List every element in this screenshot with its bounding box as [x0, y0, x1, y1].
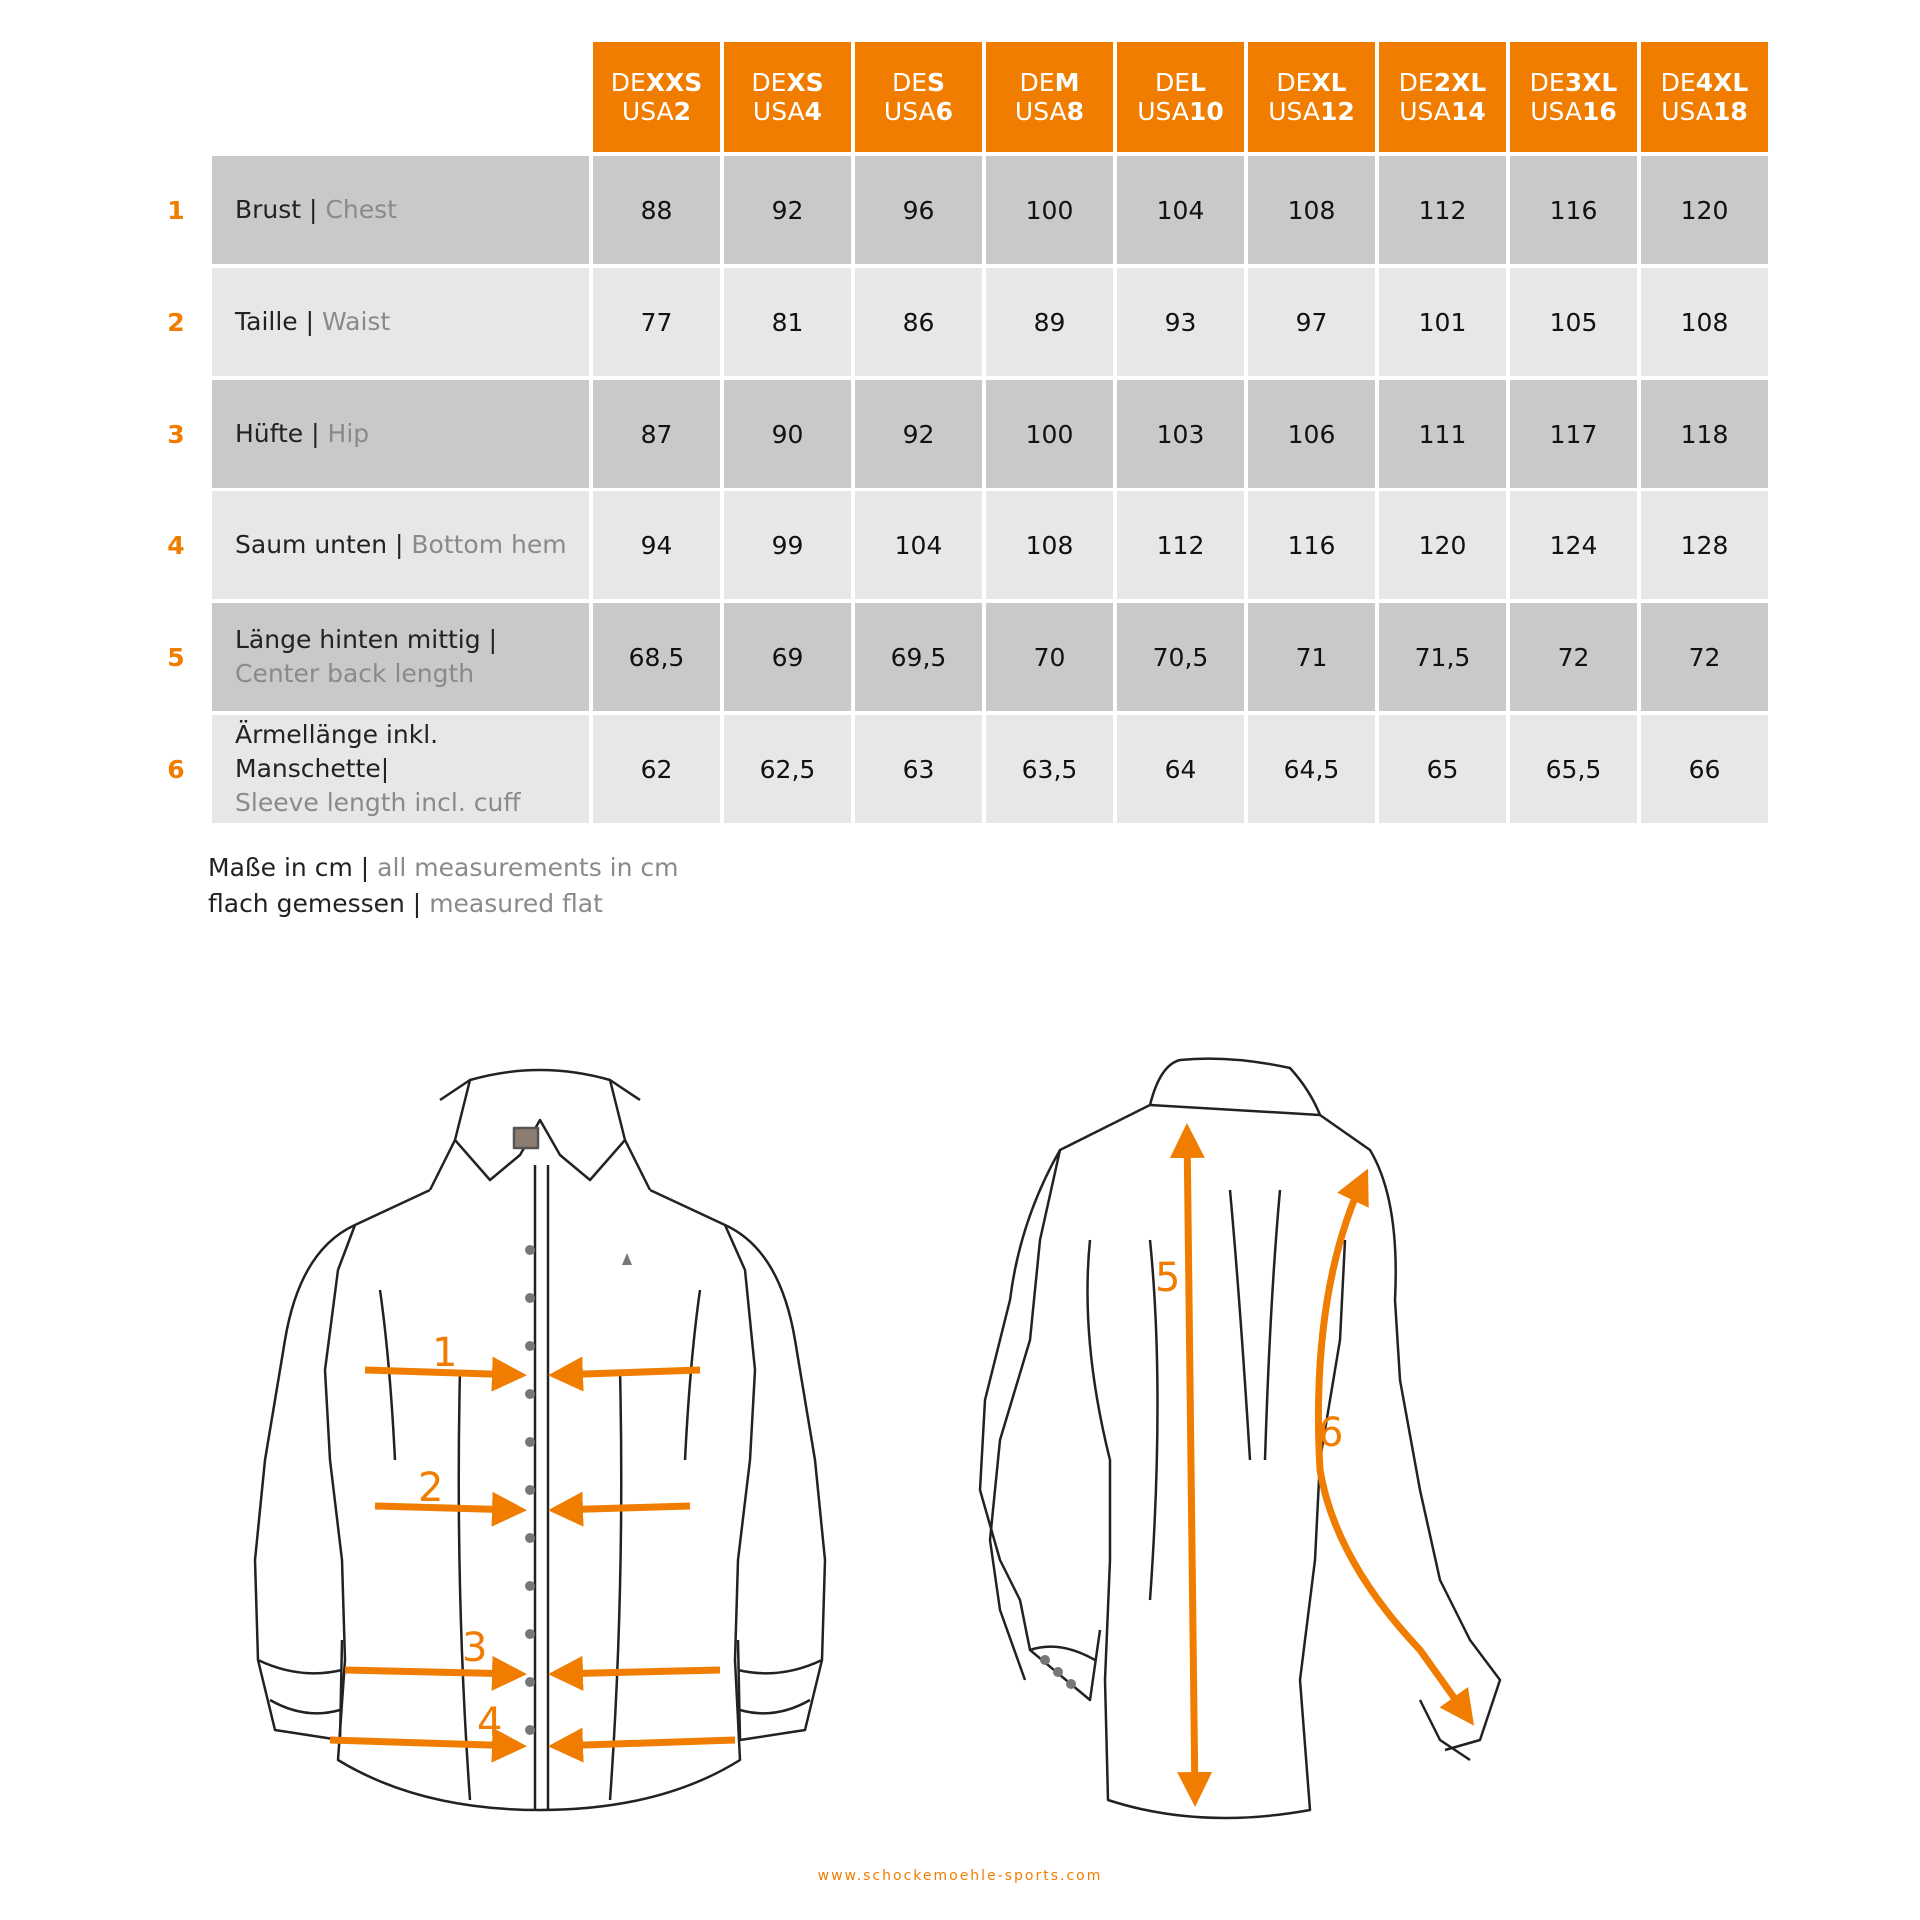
- row-label-en: Sleeve length incl. cuff: [235, 788, 521, 817]
- size-header-xs: [724, 42, 851, 152]
- table-cell: 94: [593, 491, 720, 599]
- row-label-de: Taille |: [235, 307, 322, 336]
- size-us-prefix: USA: [1014, 97, 1067, 126]
- front-shirt: [255, 1070, 825, 1810]
- row-label: [212, 268, 589, 376]
- row-number: 5: [167, 642, 185, 672]
- size-de-prefix: DE: [610, 68, 646, 97]
- row-values: [593, 715, 1772, 823]
- table-cell: 103: [1117, 380, 1244, 488]
- notes-line-1-de: Maße in cm |: [208, 853, 378, 882]
- size-de-prefix: DE: [1529, 68, 1565, 97]
- row-number: 1: [167, 195, 185, 225]
- row-values: [593, 156, 1772, 264]
- size-us-prefix: USA: [1399, 97, 1451, 126]
- table-cell: 92: [724, 156, 851, 264]
- size-us: 2: [673, 97, 692, 126]
- table-row: [160, 715, 1774, 823]
- size-us: 16: [1581, 97, 1617, 126]
- size-header-xl: [1248, 42, 1375, 152]
- table-row: [160, 380, 1774, 488]
- row-label-en: Bottom hem: [411, 530, 567, 559]
- table-cell: 70,5: [1117, 603, 1244, 711]
- table-cell: 71: [1248, 603, 1375, 711]
- table-cell: 106: [1248, 380, 1375, 488]
- table-cell: 108: [1641, 268, 1768, 376]
- table-cell: 120: [1641, 156, 1768, 264]
- table-cell: 97: [1248, 268, 1375, 376]
- marker-3: 3: [462, 1625, 488, 1671]
- table-cell: 62,5: [724, 715, 851, 823]
- size-us-prefix: USA: [1661, 97, 1713, 126]
- row-label-en: Center back length: [235, 659, 475, 688]
- footer-url: www.schockemoehle-sports.com: [817, 1868, 1103, 1884]
- size-us: 4: [804, 97, 823, 126]
- table-cell: 77: [593, 268, 720, 376]
- size-header-3xl: [1510, 42, 1637, 152]
- table-cell: 62: [593, 715, 720, 823]
- size-us-prefix: USA: [621, 97, 674, 126]
- row-label-de: Hüfte |: [235, 419, 328, 448]
- size-header-2xl: [1379, 42, 1506, 152]
- size-de: L: [1190, 68, 1206, 97]
- row-values: [593, 380, 1772, 488]
- size-de-prefix: DE: [1660, 68, 1696, 97]
- size-de-prefix: DE: [751, 68, 787, 97]
- size-us: 18: [1712, 97, 1748, 126]
- table-cell: 87: [593, 380, 720, 488]
- table-cell: 92: [855, 380, 982, 488]
- table-cell: 104: [1117, 156, 1244, 264]
- size-header-s: [855, 42, 982, 152]
- row-label: [212, 380, 589, 488]
- size-us-prefix: USA: [883, 97, 936, 126]
- row-values: [593, 268, 1772, 376]
- row-label-en: Chest: [325, 195, 397, 224]
- table-cell: 116: [1510, 156, 1637, 264]
- table-cell: 66: [1641, 715, 1768, 823]
- row-values: [593, 603, 1772, 711]
- table-cell: 105: [1510, 268, 1637, 376]
- marker-2: 2: [418, 1465, 444, 1511]
- table-cell: 99: [724, 491, 851, 599]
- table-cell: 112: [1379, 156, 1506, 264]
- table-cell: 69,5: [855, 603, 982, 711]
- size-de: XXS: [645, 68, 703, 97]
- table-cell: 96: [855, 156, 982, 264]
- table-cell: 86: [855, 268, 982, 376]
- table-cell: 120: [1379, 491, 1506, 599]
- row-number: 6: [167, 754, 185, 784]
- size-us: 6: [935, 97, 954, 126]
- table-cell: 65,5: [1510, 715, 1637, 823]
- table-cell: 111: [1379, 380, 1506, 488]
- table-cell: 112: [1117, 491, 1244, 599]
- row-label-de: Saum unten |: [235, 530, 412, 559]
- row-label: [212, 491, 589, 599]
- size-de-prefix: DE: [1276, 68, 1312, 97]
- marker-1: 1: [432, 1330, 458, 1376]
- table-cell: 70: [986, 603, 1113, 711]
- marker-4: 4: [477, 1700, 503, 1746]
- shirt-illustrations: [0, 1040, 1920, 1860]
- table-cell: 100: [986, 156, 1113, 264]
- table-cell: 128: [1641, 491, 1768, 599]
- marker-5: 5: [1155, 1255, 1181, 1301]
- size-header-m: [986, 42, 1113, 152]
- table-cell: 65: [1379, 715, 1506, 823]
- row-label: [212, 603, 589, 711]
- size-de: XS: [786, 68, 824, 97]
- back-arrows: [1187, 1130, 1470, 1800]
- cuff-buttons: [1040, 1655, 1076, 1689]
- back-shirt: [980, 1059, 1500, 1818]
- size-de: 3XL: [1564, 68, 1618, 97]
- table-cell: 68,5: [593, 603, 720, 711]
- size-header-row: [593, 42, 1772, 152]
- shirt-drawing: [0, 1040, 1920, 1860]
- table-row: [160, 491, 1774, 599]
- table-cell: 63,5: [986, 715, 1113, 823]
- table-row: [160, 156, 1774, 264]
- row-label-en: Hip: [327, 419, 370, 448]
- size-us-prefix: USA: [1530, 97, 1582, 126]
- size-de: XL: [1311, 68, 1347, 97]
- table-cell: 116: [1248, 491, 1375, 599]
- size-de: 2XL: [1433, 68, 1487, 97]
- size-de: 4XL: [1695, 68, 1749, 97]
- row-label-de: Ärmellänge inkl. Manschette|: [235, 720, 439, 783]
- table-cell: 101: [1379, 268, 1506, 376]
- table-cell: 72: [1510, 603, 1637, 711]
- size-us-prefix: USA: [1137, 97, 1189, 126]
- table-cell: 124: [1510, 491, 1637, 599]
- row-number: 3: [167, 419, 185, 449]
- notes-line-1-en: all measurements in cm: [377, 853, 679, 882]
- table-row: [160, 268, 1774, 376]
- table-cell: 69: [724, 603, 851, 711]
- size-de-prefix: DE: [1019, 68, 1055, 97]
- size-us-prefix: USA: [1268, 97, 1320, 126]
- notes-line-1: [208, 850, 679, 886]
- row-number: 2: [167, 307, 185, 337]
- size-header-4xl: [1641, 42, 1768, 152]
- row-values: [593, 491, 1772, 599]
- notes-line-2-en: measured flat: [429, 889, 603, 918]
- table-cell: 117: [1510, 380, 1637, 488]
- size-de-prefix: DE: [1155, 68, 1191, 97]
- size-us: 12: [1319, 97, 1355, 126]
- table-cell: 81: [724, 268, 851, 376]
- notes-line-2-de: flach gemessen |: [208, 889, 430, 918]
- table-cell: 108: [986, 491, 1113, 599]
- table-cell: 88: [593, 156, 720, 264]
- row-number: 4: [167, 530, 185, 560]
- size-de-prefix: DE: [1398, 68, 1434, 97]
- size-us: 8: [1066, 97, 1085, 126]
- size-us: 10: [1188, 97, 1224, 126]
- table-cell: 64: [1117, 715, 1244, 823]
- measurement-notes: [208, 850, 679, 922]
- table-cell: 90: [724, 380, 851, 488]
- table-row: [160, 603, 1774, 711]
- table-cell: 93: [1117, 268, 1244, 376]
- table-cell: 104: [855, 491, 982, 599]
- size-us-prefix: USA: [752, 97, 805, 126]
- size-us: 14: [1450, 97, 1486, 126]
- table-cell: 118: [1641, 380, 1768, 488]
- table-cell: 71,5: [1379, 603, 1506, 711]
- row-label-de: Brust |: [235, 195, 326, 224]
- size-header-xxs: [593, 42, 720, 152]
- table-cell: 72: [1641, 603, 1768, 711]
- size-de: M: [1054, 68, 1080, 97]
- size-de-prefix: DE: [891, 68, 928, 97]
- table-cell: 108: [1248, 156, 1375, 264]
- table-cell: 64,5: [1248, 715, 1375, 823]
- table-cell: 89: [986, 268, 1113, 376]
- size-de: S: [927, 68, 946, 97]
- marker-6: 6: [1318, 1410, 1344, 1456]
- row-label-en: Waist: [322, 307, 391, 336]
- row-label-de: Länge hinten mittig |: [235, 625, 497, 654]
- row-label: [212, 156, 589, 264]
- size-header-l: [1117, 42, 1244, 152]
- table-cell: 63: [855, 715, 982, 823]
- row-label: [212, 715, 589, 823]
- table-cell: 100: [986, 380, 1113, 488]
- notes-line-2: [208, 886, 679, 922]
